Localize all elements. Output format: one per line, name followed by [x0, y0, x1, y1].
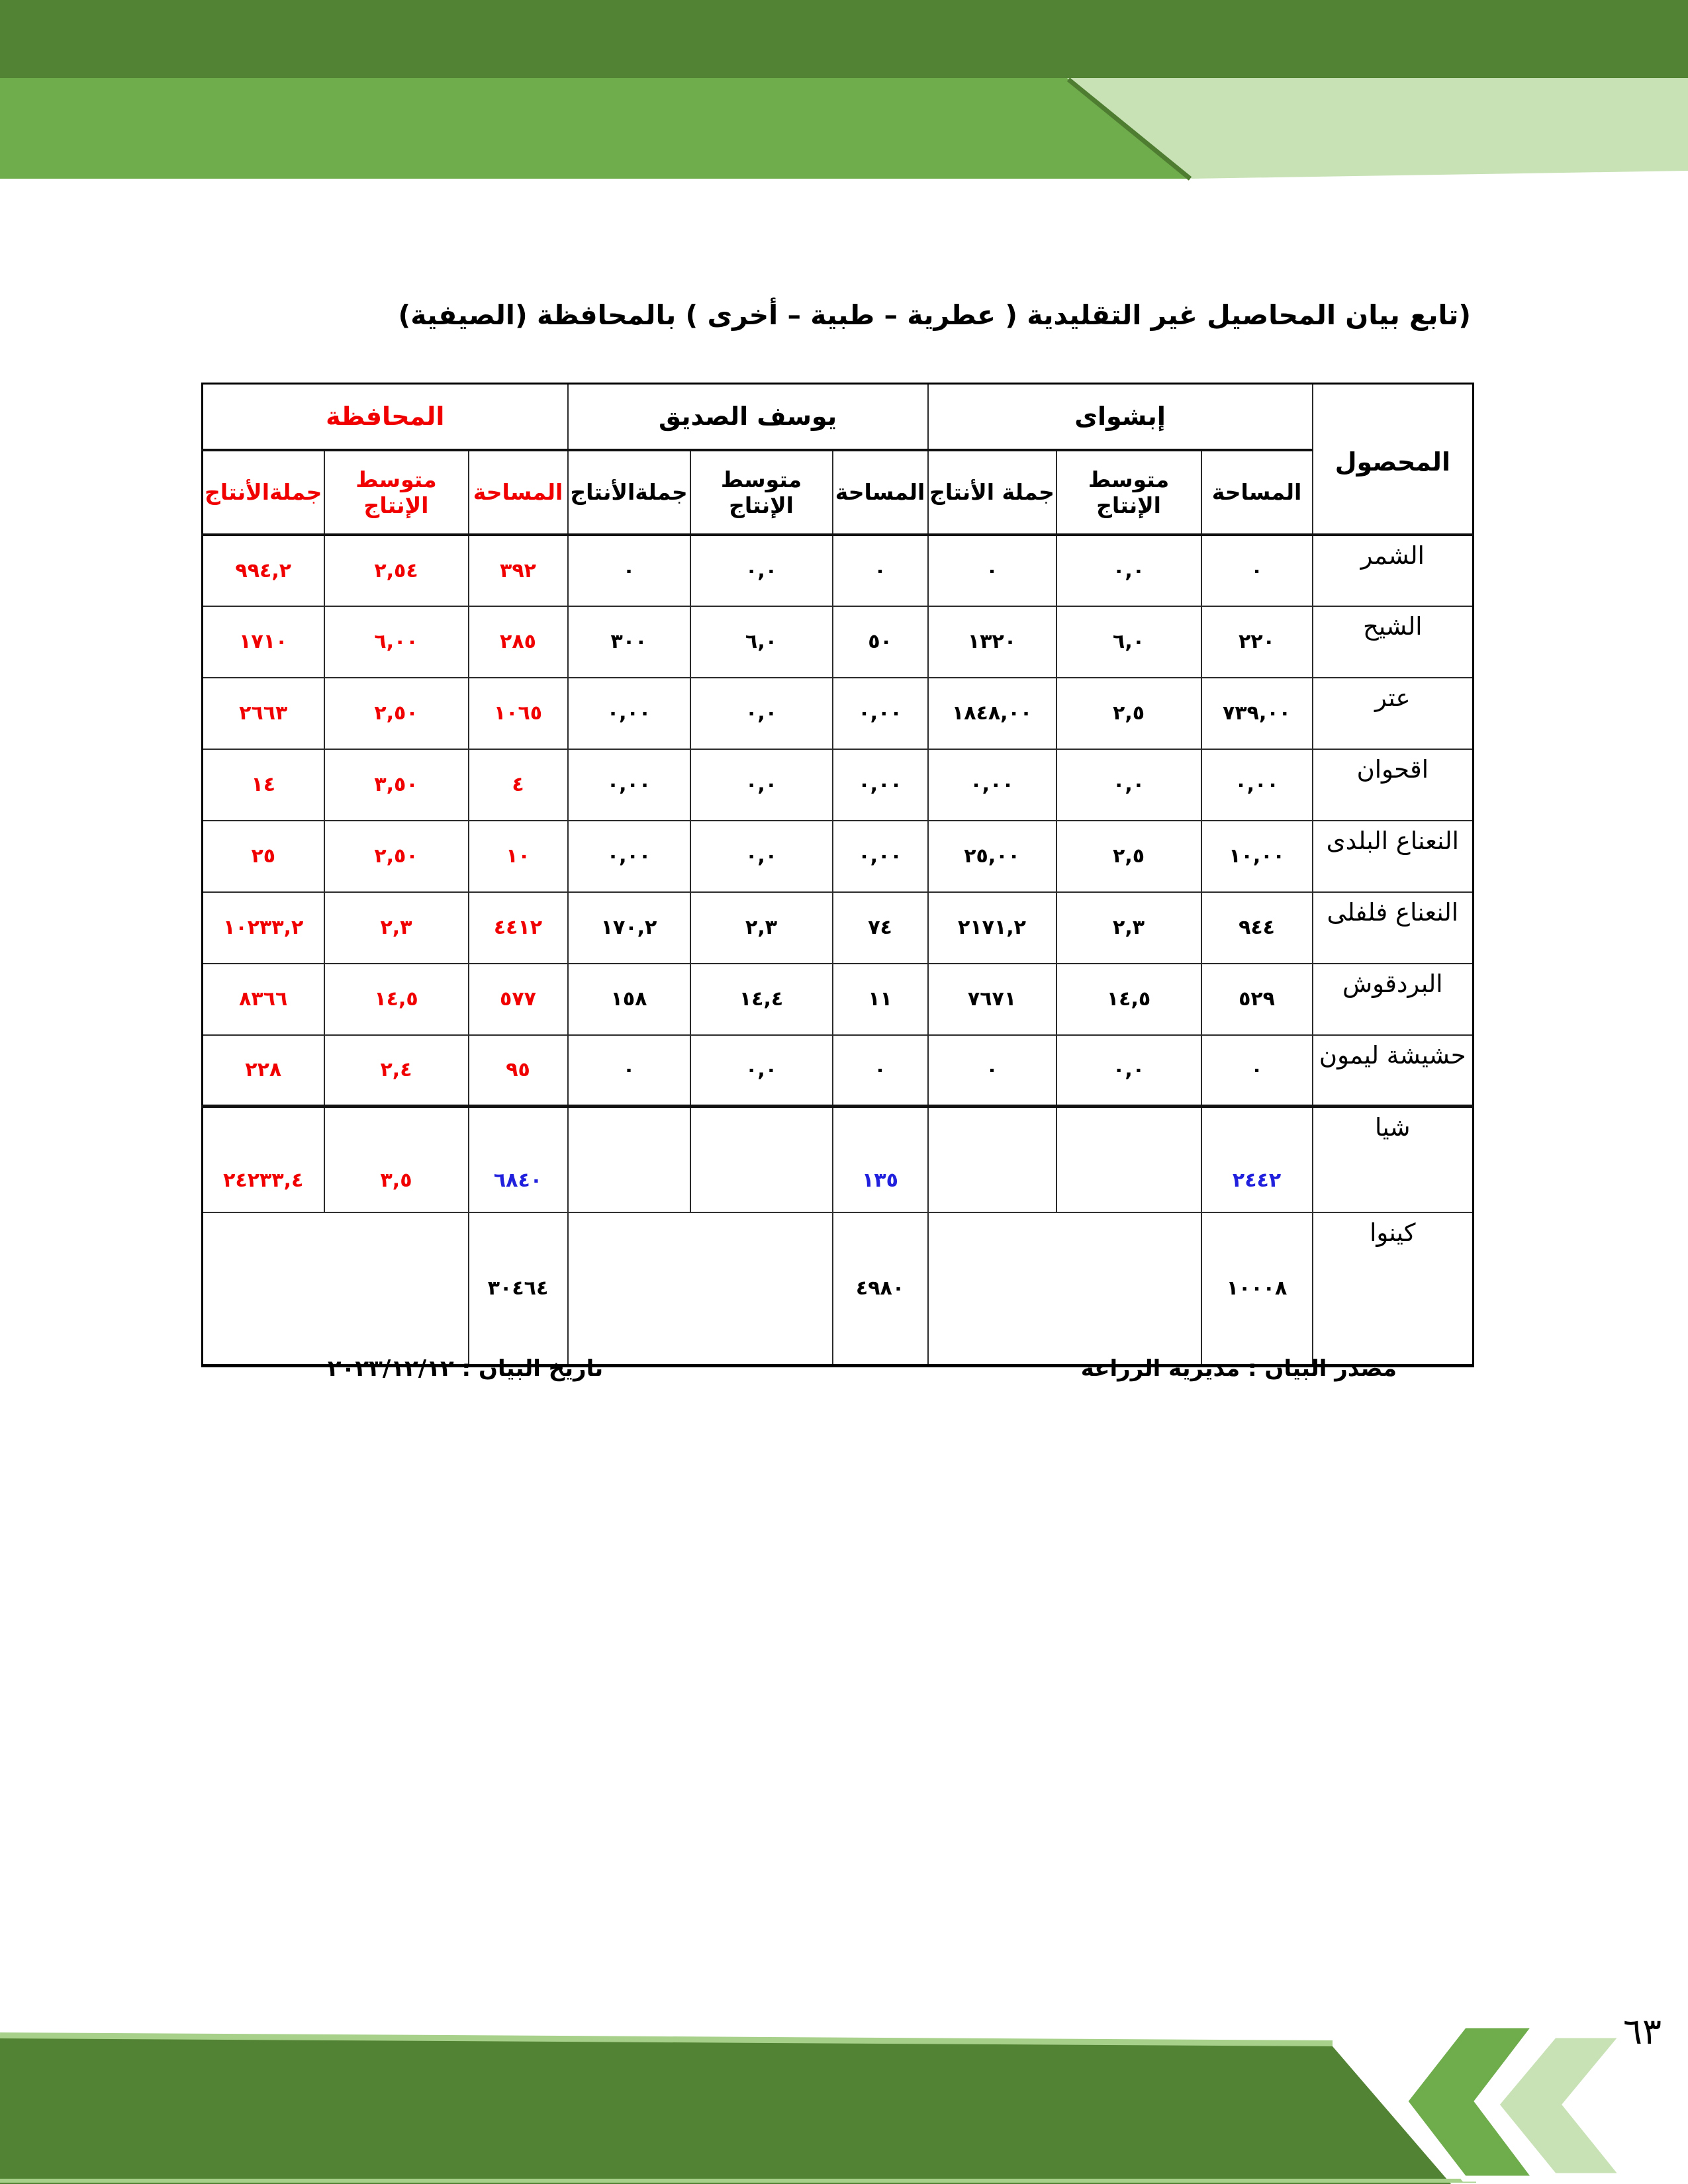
cell-ys_area: ٤٩٨٠: [833, 1212, 928, 1366]
cell-ib_avg: ٦,٠: [1056, 606, 1201, 678]
cell-ys_avg: ٦,٠: [690, 606, 833, 678]
cell-ys_avg: ٢,٣: [690, 892, 833, 964]
cell-ib_total: ٢٥,٠٠: [928, 821, 1056, 892]
data-source-note: مصدر البيان : مديرية الزراعة: [1080, 1355, 1397, 1382]
crop-label: اقحوان: [1313, 749, 1474, 821]
cell-ys_area: ٠,٠٠: [833, 678, 928, 749]
cell-ib_avg: ٢,٥: [1056, 821, 1201, 892]
cell-ys_avg: ٠,٠: [690, 821, 833, 892]
cell-gv_total: ٩٩٤,٢: [203, 535, 324, 606]
subheader-ibshway-total: جملة الأنتاج: [928, 450, 1056, 535]
cell-gv_area: ٦٨٤٠: [469, 1107, 568, 1212]
cell-gv_avg: ٢,٥٤: [324, 535, 469, 606]
table-row: [203, 1212, 1474, 1366]
crop-label: عتر: [1313, 678, 1474, 749]
cell-gv_total: ١٤: [203, 749, 324, 821]
cell-gv_avg: ٢,٥٠: [324, 821, 469, 892]
cell-ib_total: ١٣٢٠: [928, 606, 1056, 678]
cell-ys_total: [568, 1107, 690, 1212]
cell-gv_total: ٢٤٢٣٣,٤: [203, 1107, 324, 1212]
cell-ib_total: [928, 1107, 1056, 1212]
cell-ib_avg: ٢,٣: [1056, 892, 1201, 964]
cell-ys_total: ٠,٠٠: [568, 749, 690, 821]
cell-ib_total: ٠: [928, 1035, 1056, 1107]
page-title: (تابع بيان المحاصيل غير التقليدية ( عطرية – طبية – أخرى ) بالمحافظة (الصيفية): [398, 299, 1471, 331]
cell-ys_avg: ٠,٠: [690, 535, 833, 606]
crop-label: البردقوش: [1313, 964, 1474, 1035]
header-banner-graphic: [0, 0, 1688, 185]
crop-label: الشمر: [1313, 535, 1474, 606]
cell-gv_area: ١٠٦٥: [469, 678, 568, 749]
table-row: [203, 678, 1474, 749]
cell-ys_area: ١١: [833, 964, 928, 1035]
cell-ys_total: ١٥٨: [568, 964, 690, 1035]
subheader-governorate-area: المساحة: [469, 450, 568, 535]
cell-gv_avg: ٢,٤: [324, 1035, 469, 1107]
cell-gv_total: ١٠٢٣٣,٢: [203, 892, 324, 964]
cell-gv_area: ٥٧٧: [469, 964, 568, 1035]
cell-gv_area: ٣٩٢: [469, 535, 568, 606]
cell-gv_area: ٩٥: [469, 1035, 568, 1107]
table-row: [203, 535, 1474, 606]
cell-ib_avg: ١٤,٥: [1056, 964, 1201, 1035]
cell-gv_avg: ٢,٥٠: [324, 678, 469, 749]
cell-ib_total: ٢١٧١,٢: [928, 892, 1056, 964]
group-header-yousef-elsedik: يوسف الصديق: [568, 384, 928, 450]
table-row: [203, 1035, 1474, 1107]
table-row: [203, 1107, 1474, 1212]
cell-ib_avg: ٠,٠: [1056, 749, 1201, 821]
cell-ys_total: ٠,٠٠: [568, 821, 690, 892]
cell-gv_area: ٤: [469, 749, 568, 821]
subheader-yousef-total: جملةالأنتاج: [568, 450, 690, 535]
crops-table-body: [203, 535, 1474, 1366]
cell-ys_area: ٥٠: [833, 606, 928, 678]
footer-banner-graphic: [0, 2005, 1688, 2184]
cell-ys-merged-empty: [568, 1212, 833, 1366]
cell-ib_area: ١٠,٠٠: [1201, 821, 1313, 892]
subheader-ibshway-area: المساحة: [1201, 450, 1313, 535]
cell-ib_area: ٩٤٤: [1201, 892, 1313, 964]
cell-ys_total: ١٧٠,٢: [568, 892, 690, 964]
cell-ys_total: ٠: [568, 1035, 690, 1107]
cell-ys_avg: ٠,٠: [690, 678, 833, 749]
cell-ib_avg: ٠,٠: [1056, 535, 1201, 606]
crops-table: [201, 383, 1474, 1367]
cell-gv_area: ١٠: [469, 821, 568, 892]
subheader-yousef-avg: متوسط الإنتاج: [690, 450, 833, 535]
data-date-note: تاريخ البيان : ٢٠٢٣/١٢/١٢: [327, 1355, 604, 1382]
cell-ib_area: ٢٢٠: [1201, 606, 1313, 678]
crop-label: الشيح: [1313, 606, 1474, 678]
cell-gv_total: ٨٣٦٦: [203, 964, 324, 1035]
cell-gv_avg: ٢,٣: [324, 892, 469, 964]
cell-gv_total: ٢٥: [203, 821, 324, 892]
cell-gv_avg: ٣,٥: [324, 1107, 469, 1212]
table-row: [203, 749, 1474, 821]
cell-gv_area: ٤٤١٢: [469, 892, 568, 964]
cell-ib_avg: [1056, 1107, 1201, 1212]
cell-gv_area: ٢٨٥: [469, 606, 568, 678]
cell-ib_area: ٢٤٤٢: [1201, 1107, 1313, 1212]
cell-ys_area: ٧٤: [833, 892, 928, 964]
group-header-ibshway: إبشواى: [928, 384, 1313, 450]
cell-ib_total: ٠,٠٠: [928, 749, 1056, 821]
cell-ys_total: ٠: [568, 535, 690, 606]
cell-ib_area: ٥٢٩: [1201, 964, 1313, 1035]
cell-ib_total: ٠: [928, 535, 1056, 606]
cell-gv_avg: ٦,٠٠: [324, 606, 469, 678]
cell-gv_avg: ٣,٥٠: [324, 749, 469, 821]
cell-gv_avg: ١٤,٥: [324, 964, 469, 1035]
cell-ib_area: ١٠٠٠٨: [1201, 1212, 1313, 1366]
cell-ys_avg: ١٤,٤: [690, 964, 833, 1035]
cell-ib_area: ٧٣٩,٠٠: [1201, 678, 1313, 749]
cell-ib_avg: ٢,٥: [1056, 678, 1201, 749]
crop-column-header: المحصول: [1313, 384, 1474, 535]
table-row: [203, 606, 1474, 678]
cell-ys_total: ٠,٠٠: [568, 678, 690, 749]
cell-gv_total: ١٧١٠: [203, 606, 324, 678]
crop-label: حشيشة ليمون: [1313, 1035, 1474, 1107]
cell-ib_area: ٠,٠٠: [1201, 749, 1313, 821]
table-row: [203, 964, 1474, 1035]
cell-ib_area: ٠: [1201, 1035, 1313, 1107]
cell-ib_total: ٧٦٧١: [928, 964, 1056, 1035]
cell-ys_avg: ٠,٠: [690, 1035, 833, 1107]
crop-label: شيا: [1313, 1107, 1474, 1212]
cell-ys_area: ٠: [833, 535, 928, 606]
subheader-yousef-area: المساحة: [833, 450, 928, 535]
cell-ib_total: ١٨٤٨,٠٠: [928, 678, 1056, 749]
cell-ib_area: ٠: [1201, 535, 1313, 606]
table-row: [203, 821, 1474, 892]
cell-ib_avg: ٠,٠: [1056, 1035, 1201, 1107]
crop-label: كينوا: [1313, 1212, 1474, 1366]
cell-ys_area: ٠,٠٠: [833, 749, 928, 821]
subheader-governorate-total: جملةالأنتاج: [203, 450, 324, 535]
subheader-governorate-avg: متوسط الإنتاج: [324, 450, 469, 535]
cell-gv_area: ٣٠٤٦٤: [469, 1212, 568, 1366]
cell-ys_area: ٠,٠٠: [833, 821, 928, 892]
group-header-governorate: المحافظة: [203, 384, 568, 450]
cell-gv_total: ٢٢٨: [203, 1035, 324, 1107]
table-row: [203, 892, 1474, 964]
cell-ys_avg: [690, 1107, 833, 1212]
page-number: ٦٣: [1623, 2011, 1662, 2052]
subheader-ibshway-avg: متوسط الإنتاج: [1056, 450, 1201, 535]
cell-gv-merged-empty: [203, 1212, 469, 1366]
cell-ib-merged-empty: [928, 1212, 1201, 1366]
crop-label: النعناع البلدى: [1313, 821, 1474, 892]
cell-ys_area: ١٣٥: [833, 1107, 928, 1212]
cell-gv_total: ٢٦٦٣: [203, 678, 324, 749]
cell-ys_total: ٣٠٠: [568, 606, 690, 678]
cell-ys_avg: ٠,٠: [690, 749, 833, 821]
cell-ys_area: ٠: [833, 1035, 928, 1107]
crop-label: النعناع فلفلى: [1313, 892, 1474, 964]
